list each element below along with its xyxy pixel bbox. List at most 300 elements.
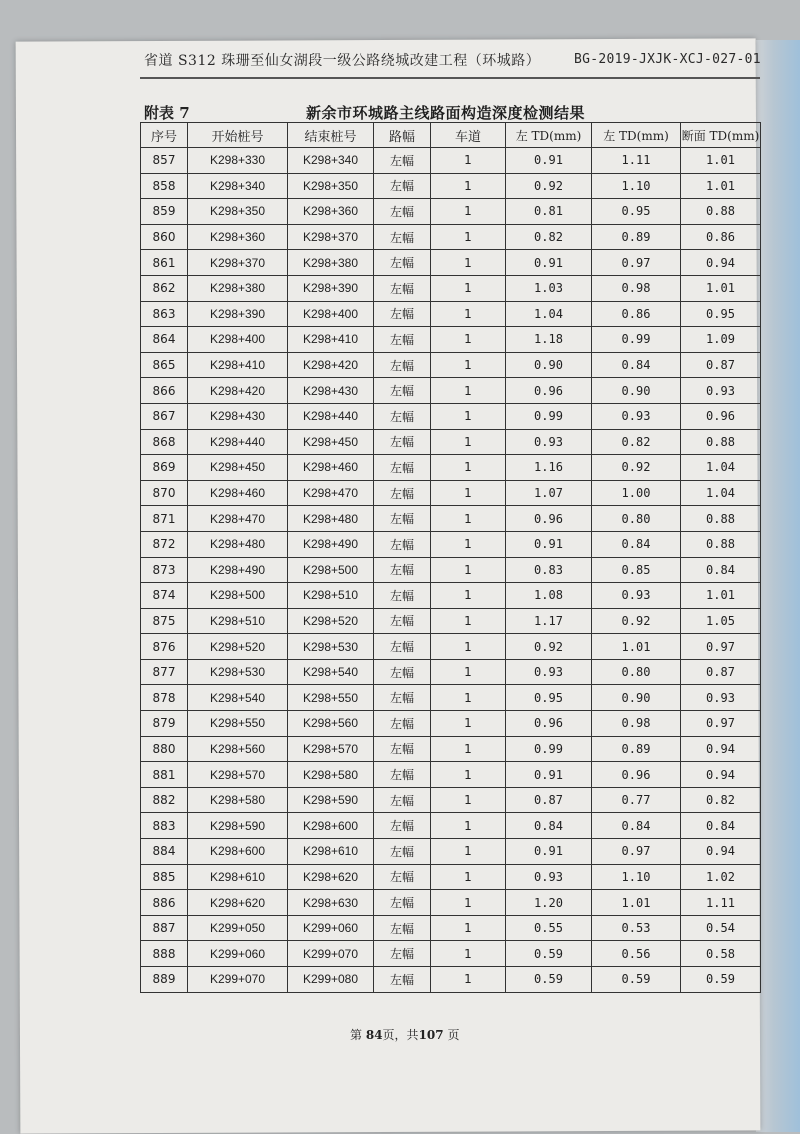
row-start-station: K298+400 [188, 327, 288, 353]
row-left-td-2: 1.01 [592, 634, 681, 660]
row-lane: 1 [431, 711, 506, 737]
row-seq: 866 [141, 378, 188, 404]
row-lane: 1 [431, 224, 506, 250]
row-left-td: 0.95 [506, 685, 592, 711]
row-lane: 1 [431, 634, 506, 660]
row-lane: 1 [431, 941, 506, 967]
row-left-td: 0.59 [506, 941, 592, 967]
row-start-station: K298+570 [188, 762, 288, 788]
row-section-td: 0.58 [681, 941, 761, 967]
row-end-station: K298+370 [288, 224, 374, 250]
scanner-edge [756, 40, 800, 1132]
row-left-td-2: 0.86 [592, 301, 681, 327]
row-section-td: 1.01 [681, 583, 761, 609]
row-seq: 868 [141, 429, 188, 455]
table-row [141, 250, 761, 276]
table-row [141, 506, 761, 532]
table-row [141, 275, 761, 301]
row-carriageway: 左幅 [374, 787, 431, 813]
row-left-td-2: 0.53 [592, 915, 681, 941]
row-lane: 1 [431, 685, 506, 711]
row-left-td-2: 0.97 [592, 250, 681, 276]
table-row [141, 762, 761, 788]
page-footer [350, 1026, 459, 1043]
row-seq: 888 [141, 941, 188, 967]
row-left-td: 0.91 [506, 531, 592, 557]
row-left-td-2: 0.98 [592, 711, 681, 737]
row-left-td: 0.55 [506, 915, 592, 941]
row-section-td: 0.95 [681, 301, 761, 327]
header-lane: 车道 [431, 123, 506, 148]
row-lane: 1 [431, 583, 506, 609]
row-section-td: 1.11 [681, 890, 761, 916]
row-left-td-2: 0.98 [592, 275, 681, 301]
row-lane: 1 [431, 736, 506, 762]
row-section-td: 0.87 [681, 352, 761, 378]
row-lane: 1 [431, 275, 506, 301]
row-carriageway: 左幅 [374, 224, 431, 250]
row-carriageway: 左幅 [374, 148, 431, 174]
row-left-td-2: 0.95 [592, 199, 681, 225]
row-left-td: 0.96 [506, 711, 592, 737]
row-left-td-2: 0.97 [592, 839, 681, 865]
row-seq: 884 [141, 839, 188, 865]
footer-middle: 页，共 [382, 1028, 419, 1042]
row-carriageway: 左幅 [374, 685, 431, 711]
row-seq: 867 [141, 403, 188, 429]
row-lane: 1 [431, 199, 506, 225]
row-left-td: 1.17 [506, 608, 592, 634]
row-end-station: K298+390 [288, 275, 374, 301]
row-end-station: K298+490 [288, 531, 374, 557]
footer-prefix: 第 [350, 1028, 363, 1042]
row-end-station: K298+600 [288, 813, 374, 839]
table-row [141, 711, 761, 737]
row-seq: 879 [141, 711, 188, 737]
row-lane: 1 [431, 787, 506, 813]
row-lane: 1 [431, 403, 506, 429]
row-seq: 860 [141, 224, 188, 250]
row-left-td-2: 0.80 [592, 659, 681, 685]
row-carriageway: 左幅 [374, 455, 431, 481]
row-end-station: K298+380 [288, 250, 374, 276]
project-name: 省道 S312 珠珊至仙女湖段一级公路绕城改建工程（环城路） [144, 53, 541, 69]
table-body [141, 148, 761, 993]
row-seq: 857 [141, 148, 188, 174]
row-left-td: 0.84 [506, 813, 592, 839]
row-left-td: 0.82 [506, 224, 592, 250]
row-left-td: 1.20 [506, 890, 592, 916]
row-section-td: 1.01 [681, 275, 761, 301]
row-seq: 885 [141, 864, 188, 890]
row-left-td: 0.83 [506, 557, 592, 583]
row-end-station: K299+060 [288, 915, 374, 941]
table-row [141, 813, 761, 839]
row-left-td-2: 0.84 [592, 813, 681, 839]
row-lane: 1 [431, 480, 506, 506]
row-carriageway: 左幅 [374, 480, 431, 506]
row-left-td: 0.91 [506, 839, 592, 865]
row-left-td-2: 1.11 [592, 148, 681, 174]
row-section-td: 0.82 [681, 787, 761, 813]
row-end-station: K299+080 [288, 967, 374, 993]
row-lane: 1 [431, 506, 506, 532]
row-section-td: 0.96 [681, 403, 761, 429]
table-row [141, 224, 761, 250]
row-lane: 1 [431, 762, 506, 788]
row-end-station: K298+550 [288, 685, 374, 711]
table-row [141, 199, 761, 225]
row-seq: 872 [141, 531, 188, 557]
row-left-td: 1.18 [506, 327, 592, 353]
row-start-station: K298+500 [188, 583, 288, 609]
row-seq: 870 [141, 480, 188, 506]
row-left-td-2: 0.84 [592, 531, 681, 557]
row-end-station: K298+440 [288, 403, 374, 429]
row-section-td: 1.05 [681, 608, 761, 634]
table-row [141, 634, 761, 660]
row-section-td: 1.01 [681, 173, 761, 199]
row-lane: 1 [431, 531, 506, 557]
row-left-td-2: 0.85 [592, 557, 681, 583]
header-end-station: 结束桩号 [288, 123, 374, 148]
row-lane: 1 [431, 378, 506, 404]
table-row [141, 327, 761, 353]
row-carriageway: 左幅 [374, 967, 431, 993]
row-carriageway: 左幅 [374, 941, 431, 967]
row-left-td-2: 0.99 [592, 327, 681, 353]
row-left-td: 0.91 [506, 250, 592, 276]
row-carriageway: 左幅 [374, 659, 431, 685]
header-left-td: 左 TD(mm) [506, 123, 592, 148]
table-row [141, 890, 761, 916]
row-left-td-2: 0.56 [592, 941, 681, 967]
row-end-station: K298+410 [288, 327, 374, 353]
table-row [141, 403, 761, 429]
row-left-td: 0.96 [506, 506, 592, 532]
row-left-td: 0.87 [506, 787, 592, 813]
table-row [141, 480, 761, 506]
row-section-td: 1.01 [681, 148, 761, 174]
row-carriageway: 左幅 [374, 378, 431, 404]
table-row [141, 787, 761, 813]
header-left-td-2: 左 TD(mm) [592, 123, 681, 148]
row-left-td: 0.93 [506, 864, 592, 890]
row-section-td: 0.88 [681, 531, 761, 557]
results-table [140, 122, 761, 993]
row-seq: 874 [141, 583, 188, 609]
row-section-td: 0.86 [681, 224, 761, 250]
row-left-td-2: 0.90 [592, 685, 681, 711]
page-number: 84 [365, 1028, 383, 1042]
row-seq: 859 [141, 199, 188, 225]
row-left-td: 0.99 [506, 736, 592, 762]
row-section-td: 0.93 [681, 378, 761, 404]
row-seq: 858 [141, 173, 188, 199]
row-left-td-2: 0.84 [592, 352, 681, 378]
row-left-td: 1.16 [506, 455, 592, 481]
row-section-td: 0.87 [681, 659, 761, 685]
row-carriageway: 左幅 [374, 711, 431, 737]
row-start-station: K298+440 [188, 429, 288, 455]
row-end-station: K298+480 [288, 506, 374, 532]
row-start-station: K298+490 [188, 557, 288, 583]
row-lane: 1 [431, 148, 506, 174]
row-seq: 865 [141, 352, 188, 378]
table-row [141, 531, 761, 557]
row-left-td-2: 0.59 [592, 967, 681, 993]
row-lane: 1 [431, 915, 506, 941]
row-section-td: 0.84 [681, 557, 761, 583]
row-left-td: 0.93 [506, 429, 592, 455]
row-seq: 862 [141, 275, 188, 301]
row-seq: 887 [141, 915, 188, 941]
row-start-station: K298+340 [188, 173, 288, 199]
row-end-station: K298+340 [288, 148, 374, 174]
row-carriageway: 左幅 [374, 352, 431, 378]
row-start-station: K298+330 [188, 148, 288, 174]
row-left-td: 1.08 [506, 583, 592, 609]
row-start-station: K298+610 [188, 864, 288, 890]
row-carriageway: 左幅 [374, 327, 431, 353]
row-left-td-2: 0.93 [592, 583, 681, 609]
row-left-td-2: 1.00 [592, 480, 681, 506]
table-row [141, 148, 761, 174]
row-section-td: 1.04 [681, 455, 761, 481]
row-left-td: 0.59 [506, 967, 592, 993]
row-carriageway: 左幅 [374, 736, 431, 762]
table-row [141, 429, 761, 455]
row-section-td: 0.88 [681, 506, 761, 532]
header-divider [140, 77, 760, 79]
row-section-td: 0.59 [681, 967, 761, 993]
row-left-td-2: 0.92 [592, 455, 681, 481]
row-carriageway: 左幅 [374, 301, 431, 327]
row-lane: 1 [431, 301, 506, 327]
row-seq: 883 [141, 813, 188, 839]
row-start-station: K299+070 [188, 967, 288, 993]
table-row [141, 301, 761, 327]
row-seq: 877 [141, 659, 188, 685]
row-left-td-2: 1.01 [592, 890, 681, 916]
row-end-station: K298+460 [288, 455, 374, 481]
row-start-station: K298+370 [188, 250, 288, 276]
header-section-td: 断面 TD(mm) [681, 123, 761, 148]
table-row [141, 352, 761, 378]
row-lane: 1 [431, 557, 506, 583]
row-start-station: K298+350 [188, 199, 288, 225]
row-seq: 864 [141, 327, 188, 353]
row-left-td: 1.07 [506, 480, 592, 506]
row-start-station: K298+540 [188, 685, 288, 711]
row-seq: 871 [141, 506, 188, 532]
row-start-station: K298+410 [188, 352, 288, 378]
row-end-station: K298+530 [288, 634, 374, 660]
row-left-td: 0.81 [506, 199, 592, 225]
row-carriageway: 左幅 [374, 199, 431, 225]
row-start-station: K298+510 [188, 608, 288, 634]
footer-suffix: 页 [447, 1028, 460, 1042]
row-seq: 869 [141, 455, 188, 481]
row-start-station: K298+360 [188, 224, 288, 250]
header-seq: 序号 [141, 123, 188, 148]
row-carriageway: 左幅 [374, 250, 431, 276]
row-left-td-2: 1.10 [592, 864, 681, 890]
row-section-td: 0.84 [681, 813, 761, 839]
row-section-td: 0.88 [681, 429, 761, 455]
row-seq: 878 [141, 685, 188, 711]
table-row [141, 915, 761, 941]
row-left-td: 0.91 [506, 762, 592, 788]
row-left-td-2: 0.89 [592, 224, 681, 250]
row-end-station: K299+070 [288, 941, 374, 967]
row-end-station: K298+560 [288, 711, 374, 737]
row-carriageway: 左幅 [374, 557, 431, 583]
row-start-station: K298+390 [188, 301, 288, 327]
row-start-station: K298+620 [188, 890, 288, 916]
row-left-td: 0.90 [506, 352, 592, 378]
row-carriageway: 左幅 [374, 403, 431, 429]
table-row [141, 583, 761, 609]
row-end-station: K298+630 [288, 890, 374, 916]
row-left-td: 0.92 [506, 634, 592, 660]
table-header-row [141, 123, 761, 148]
row-carriageway: 左幅 [374, 429, 431, 455]
row-end-station: K298+360 [288, 199, 374, 225]
row-seq: 886 [141, 890, 188, 916]
table-row [141, 608, 761, 634]
row-left-td: 0.92 [506, 173, 592, 199]
row-left-td-2: 0.82 [592, 429, 681, 455]
row-end-station: K298+610 [288, 839, 374, 865]
row-lane: 1 [431, 813, 506, 839]
row-section-td: 1.02 [681, 864, 761, 890]
row-carriageway: 左幅 [374, 583, 431, 609]
row-lane: 1 [431, 839, 506, 865]
table-row [141, 455, 761, 481]
row-end-station: K298+540 [288, 659, 374, 685]
row-carriageway: 左幅 [374, 813, 431, 839]
row-end-station: K298+450 [288, 429, 374, 455]
row-lane: 1 [431, 250, 506, 276]
row-start-station: K298+590 [188, 813, 288, 839]
row-start-station: K298+520 [188, 634, 288, 660]
row-seq: 889 [141, 967, 188, 993]
row-left-td: 0.91 [506, 148, 592, 174]
row-section-td: 0.94 [681, 250, 761, 276]
row-carriageway: 左幅 [374, 173, 431, 199]
table-row [141, 659, 761, 685]
row-left-td: 0.96 [506, 378, 592, 404]
row-section-td: 0.97 [681, 711, 761, 737]
row-section-td: 1.09 [681, 327, 761, 353]
row-lane: 1 [431, 864, 506, 890]
row-end-station: K298+520 [288, 608, 374, 634]
row-left-td-2: 0.80 [592, 506, 681, 532]
row-start-station: K298+380 [188, 275, 288, 301]
row-section-td: 0.94 [681, 839, 761, 865]
table-title: 新余市环城路主线路面构造深度检测结果 [306, 104, 586, 122]
row-left-td-2: 0.93 [592, 403, 681, 429]
row-seq: 861 [141, 250, 188, 276]
row-section-td: 0.54 [681, 915, 761, 941]
row-left-td-2: 0.89 [592, 736, 681, 762]
header-start-station: 开始桩号 [188, 123, 288, 148]
row-lane: 1 [431, 608, 506, 634]
row-left-td: 0.93 [506, 659, 592, 685]
row-end-station: K298+570 [288, 736, 374, 762]
row-carriageway: 左幅 [374, 762, 431, 788]
row-seq: 880 [141, 736, 188, 762]
table-row [141, 967, 761, 993]
table-row [141, 378, 761, 404]
row-section-td: 0.88 [681, 199, 761, 225]
row-start-station: K298+420 [188, 378, 288, 404]
row-section-td: 0.94 [681, 762, 761, 788]
row-left-td-2: 0.92 [592, 608, 681, 634]
row-seq: 863 [141, 301, 188, 327]
row-end-station: K298+500 [288, 557, 374, 583]
table-row [141, 685, 761, 711]
row-carriageway: 左幅 [374, 506, 431, 532]
row-left-td: 1.03 [506, 275, 592, 301]
row-end-station: K298+400 [288, 301, 374, 327]
row-start-station: K299+060 [188, 941, 288, 967]
table-row [141, 941, 761, 967]
row-section-td: 0.97 [681, 634, 761, 660]
row-start-station: K298+550 [188, 711, 288, 737]
row-end-station: K298+350 [288, 173, 374, 199]
row-carriageway: 左幅 [374, 634, 431, 660]
row-left-td-2: 0.77 [592, 787, 681, 813]
row-start-station: K298+460 [188, 480, 288, 506]
header-carriageway: 路幅 [374, 123, 431, 148]
row-seq: 873 [141, 557, 188, 583]
row-lane: 1 [431, 327, 506, 353]
row-start-station: K298+430 [188, 403, 288, 429]
row-left-td-2: 0.90 [592, 378, 681, 404]
row-end-station: K298+580 [288, 762, 374, 788]
row-start-station: K298+580 [188, 787, 288, 813]
row-carriageway: 左幅 [374, 275, 431, 301]
row-start-station: K299+050 [188, 915, 288, 941]
row-left-td-2: 1.10 [592, 173, 681, 199]
appendix-label: 附表 7 [144, 104, 190, 122]
row-start-station: K298+560 [188, 736, 288, 762]
row-lane: 1 [431, 890, 506, 916]
row-lane: 1 [431, 429, 506, 455]
row-left-td: 0.99 [506, 403, 592, 429]
row-end-station: K298+510 [288, 583, 374, 609]
row-section-td: 0.93 [681, 685, 761, 711]
row-start-station: K298+600 [188, 839, 288, 865]
row-carriageway: 左幅 [374, 864, 431, 890]
row-seq: 882 [141, 787, 188, 813]
total-pages: 107 [418, 1028, 444, 1042]
row-seq: 875 [141, 608, 188, 634]
row-end-station: K298+590 [288, 787, 374, 813]
row-left-td: 1.04 [506, 301, 592, 327]
row-lane: 1 [431, 173, 506, 199]
row-start-station: K298+480 [188, 531, 288, 557]
row-start-station: K298+530 [188, 659, 288, 685]
row-carriageway: 左幅 [374, 839, 431, 865]
row-section-td: 1.04 [681, 480, 761, 506]
row-lane: 1 [431, 455, 506, 481]
row-carriageway: 左幅 [374, 608, 431, 634]
row-end-station: K298+620 [288, 864, 374, 890]
row-section-td: 0.94 [681, 736, 761, 762]
